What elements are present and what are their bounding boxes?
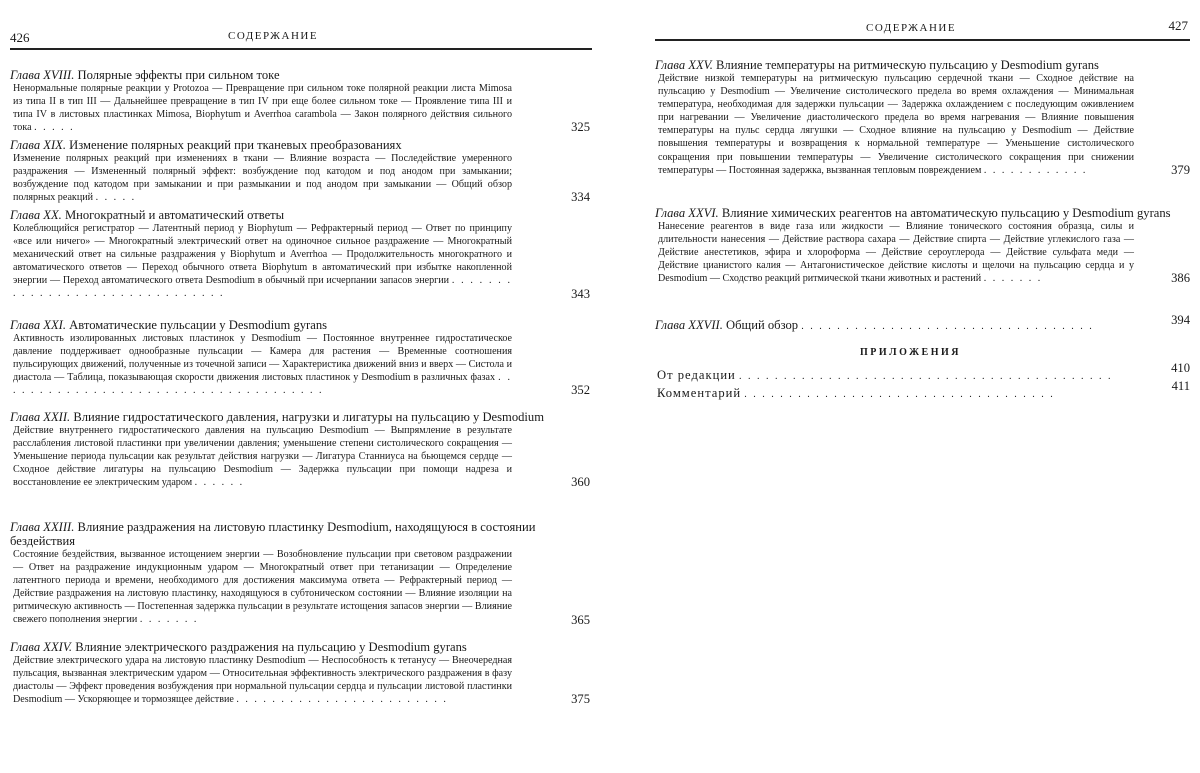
chapter-summary — [10, 332, 590, 397]
chapter-page-number: 343 — [571, 286, 590, 301]
chapter-title: Влияние раздражения на листовую пластинку Desmodium, находящуюся в состоянии бездействия — [10, 520, 536, 548]
chapter-entry — [655, 313, 1190, 334]
running-head-right — [600, 18, 1200, 48]
chapter-title: Автоматические пульсации у Desmodium gyrans — [69, 318, 328, 332]
chapter-summary-text: Нанесение реагентов в виде газа или жидкости — Влияние тонического состояния образца, силы и длительности нанесения — Действие раствора сахара — Действие спирта — Действие углекислого газа — Действие анестетиков, эфира и хлороформа — Действие сероуглерода — Действие сульфата меди — Действие цианистого калия — Антагонистическое действие кислоты и щелочи на пульсацию сердца и у Desmodium — Сходство реакций ритмической ткани животных и растений — [658, 221, 1134, 285]
chapter-label: Глава XXIII. — [10, 520, 75, 534]
running-head-title: СОДЕРЖАНИЕ — [228, 30, 319, 42]
chapter-page-number: 365 — [571, 612, 590, 627]
page-number: 426 — [10, 30, 30, 45]
running-head-title: СОДЕРЖАНИЕ — [866, 22, 957, 34]
chapter-summary-text: Ненормальные полярные реакции у Protozoa — Превращение при сильном токе полярной реакции листа Mimosa из типа II в тип III — Дальнейшее превращение в тип IV при еще более сильном токе — Проявление типа III и типа IV в листовых пластинках Mimosa, Biophytum и Averrhoa carambola — Закон полярного действия сильного тока — [13, 83, 512, 134]
chapter-heading — [10, 410, 590, 424]
chapter-label: Глава XXVII. — [655, 318, 723, 332]
chapter-page-number: 334 — [571, 190, 590, 205]
right-page — [600, 0, 1200, 773]
chapter-title: Изменение полярных реакций при тканевых преобразованиях — [69, 138, 402, 152]
chapter-summary — [10, 548, 590, 627]
dot-leader: . . . . . . . . . . . . . . . . . . . . . . . . . . . . . . . . . . . . . . . . . . — [738, 371, 1113, 382]
dot-leader: . . . . . . . . . . . . . . . . . . . . . . . . . . . . . . . . . . . . . — [13, 372, 513, 397]
chapter-page-number: 352 — [571, 383, 590, 398]
chapter-label: Глава XXI. — [10, 318, 66, 332]
chapter-summary-text: Колеблющийся регистратор — Латентный период у Biophytum — Рефрактерный период — Ответ по принципу «все или ничего» — Многократный электрический ответ на одиночное сильное раздражение — Многократный механический ответ на сильные раздражения у Biophytum и Averrhoa — Продолжительность многократного и автоматического ответов — Переход обычного ответа Biophytum в автоматический при избытке накопленной энергии — Переход автоматического ответа Desmodium в обычный при исчерпании запасов энергии — [13, 223, 512, 287]
chapter-summary-text: Действие электрического удара на листовую пластинку Desmodium — Неспособность к тетанусу — Внеочередная пульсация, вызванная электрическим ударом — Относительная эффективность электрического раздражения в фазу диастолы — Эффект проведения возбуждения при нормальной пульсации сердца и пульсации листовой пластинки Desmodium — Ускоряющее и тормозящее действие — [13, 655, 512, 706]
chapter-label: Глава XXV. — [655, 58, 713, 72]
chapter-title: Влияние гидростатического давления, нагрузки и лигатуры на пульсацию у Desmodium — [73, 410, 545, 424]
chapter-entry — [10, 520, 590, 627]
chapter-entry — [10, 640, 590, 706]
chapter-entry — [10, 208, 590, 301]
chapter-summary — [10, 222, 590, 301]
chapter-title: Многократный и автоматический ответы — [64, 208, 285, 222]
chapter-label: Глава XIX. — [10, 138, 66, 152]
appendix-item-label: Комментарий — [657, 386, 742, 400]
chapter-entry — [10, 138, 590, 204]
appendix-item — [657, 379, 1190, 402]
dot-leader: . . . . . — [95, 192, 137, 204]
chapter-summary — [10, 152, 590, 204]
dot-leader: . . . . . — [34, 122, 75, 134]
chapter-heading — [655, 313, 1190, 334]
dot-leader: . . . . . . . . . . . . . . . . . . . . . . . . . . . . . . . — [13, 275, 512, 300]
chapter-summary — [655, 72, 1190, 177]
chapter-heading — [10, 138, 590, 152]
chapter-page-number: 360 — [571, 475, 590, 490]
chapter-summary-text: Состояние бездействия, вызванное истощением энергии — Возобновление пульсации при световом раздражении — Ответ на раздражение индукционным ударом — Многократный ответ при тетанизации — Определение латентного периода и времени, необходимого для достижения максимума ответа — Рефрактерный период — Действие раздражения на листовую пластинку, находящуюся в субтоническом состоянии — Влияние изоляции на ритмическую активность — Постепенная задержка пульсации в результате истощения запасов энергии — Влияние свежего пополнения энергии — [13, 549, 512, 626]
chapter-title: Влияние электрического раздражения на пульсацию у Desmodium gyrans — [75, 640, 467, 654]
chapter-heading — [655, 206, 1190, 220]
chapter-entry — [655, 58, 1190, 177]
page-number: 427 — [1168, 18, 1188, 33]
running-head-left — [0, 30, 600, 48]
chapter-heading — [10, 520, 590, 548]
chapter-summary-text: Действие внутреннего гидростатического давления на пульсацию Desmodium — Выпрямление в результате расслабления листовой пластинки при увеличении давления; уменьшение степени систолического сокращения — Уменьшение периода пульсации как результат действия нагрузки — Лигатура Станниуса на бьющемся сердце — Сходное действие лигатуры на пульсацию Desmodium — Задержка пульсации при помощи надреза и восстановление ее электрическим ударом — [13, 425, 512, 489]
chapter-summary — [10, 82, 590, 134]
chapter-heading — [10, 318, 590, 332]
chapter-entry — [10, 68, 590, 134]
chapter-entry — [10, 318, 590, 397]
chapter-title: Влияние температуры на ритмическую пульсацию у Desmodium gyrans — [716, 58, 1099, 72]
chapter-heading — [10, 640, 590, 654]
header-rule — [655, 39, 1190, 41]
dot-leader: . . . . . . . . . . . . . . . . . . . . . . . . . . . . . . . . . . . — [744, 389, 1055, 400]
chapter-heading — [10, 68, 590, 82]
chapter-page-number: 386 — [1171, 271, 1190, 286]
chapter-label: Глава XVIII. — [10, 68, 75, 82]
dot-leader: . . . . . . — [194, 477, 245, 489]
dot-leader: . . . . . . . — [983, 273, 1043, 285]
chapter-label: Глава XXVI. — [655, 206, 719, 220]
chapter-title: Полярные эффекты при сильном токе — [77, 68, 280, 82]
chapter-summary — [655, 220, 1190, 285]
chapter-page-number: 394 — [1171, 313, 1190, 327]
dot-leader: . . . . . . . . . . . . — [983, 164, 1088, 176]
chapter-title: Общий обзор — [726, 318, 799, 332]
chapter-summary-text: Активность изолированных листовых пластинок у Desmodium — Постоянное внутреннее гидростатическое давление поддерживает однообразные пульсации — Камера для растения — Временные соотношения пульсирующих движений, полученные из точечной записи — Характеристика движений вниз и вверх — Систола и диастола — Таблица, показывающая скорости движения листовых пластинок у Desmodium в различных фазах — [13, 333, 512, 384]
chapter-page-number: 375 — [571, 692, 590, 707]
chapter-entry — [655, 206, 1190, 285]
appendix-item-page: 410 — [1171, 361, 1190, 375]
chapter-entry — [10, 410, 590, 489]
chapter-summary — [10, 424, 590, 489]
dot-leader: . . . . . . . . . . . . . . . . . . . . . . . . — [236, 694, 448, 706]
appendix-item — [657, 361, 1190, 384]
header-rule — [10, 48, 592, 50]
appendix-item-label: От редакции — [657, 368, 736, 382]
chapter-label: Глава XX. — [10, 208, 62, 222]
appendix-item-page: 411 — [1171, 379, 1190, 393]
dot-leader: . . . . . . . . . . . . . . . . . . . . . . . . . . . . . . . . . — [801, 321, 1094, 332]
chapter-label: Глава XXIV. — [10, 640, 73, 654]
dot-leader: . . . . . . . — [139, 614, 199, 626]
chapter-summary — [10, 654, 590, 706]
chapter-heading — [10, 208, 590, 222]
chapter-page-number: 325 — [571, 120, 590, 135]
chapter-heading — [655, 58, 1190, 72]
chapter-title: Влияние химических реагентов на автоматическую пульсацию у Desmodium gyrans — [721, 206, 1171, 220]
chapter-label: Глава XXII. — [10, 410, 71, 424]
chapter-page-number: 379 — [1171, 162, 1190, 177]
chapter-summary-text: Действие низкой температуры на ритмическую пульсацию сердечной ткани — Сходное действие на пульсацию у Desmodium — Увеличение систолического предела во время охлаждения — Минимальная температура, необходимая для задержки пульсации — Задержка охлаждением с последующим оживлением при нагревании — Увеличение диастолического предела во время нагревания — Влияние повышения температуры на пульс сердца лягушки — Сходное влияние на пульсацию у Desmodium — Действие повышения температуры и возвращения к нормальной температуре — Уменьшение систолического сокращения при повышении температуры — Увеличение систолического сокращения при снижении температуры — Постоянная задержка, вызванная тепловым повреждением — [658, 73, 1134, 176]
appendix-heading: ПРИЛОЖЕНИЯ — [860, 347, 961, 358]
chapter-summary-text: Изменение полярных реакций при изменениях в ткани — Влияние возраста — Последействие умеренного раздражения — Измененный полярный эффект: возбуждение под катодом и под анодом при замыкании; возбуждение под катодом при замыкании и при размыкании и под анодом при замыкании — Общий обзор полярных реакций — [13, 153, 512, 204]
